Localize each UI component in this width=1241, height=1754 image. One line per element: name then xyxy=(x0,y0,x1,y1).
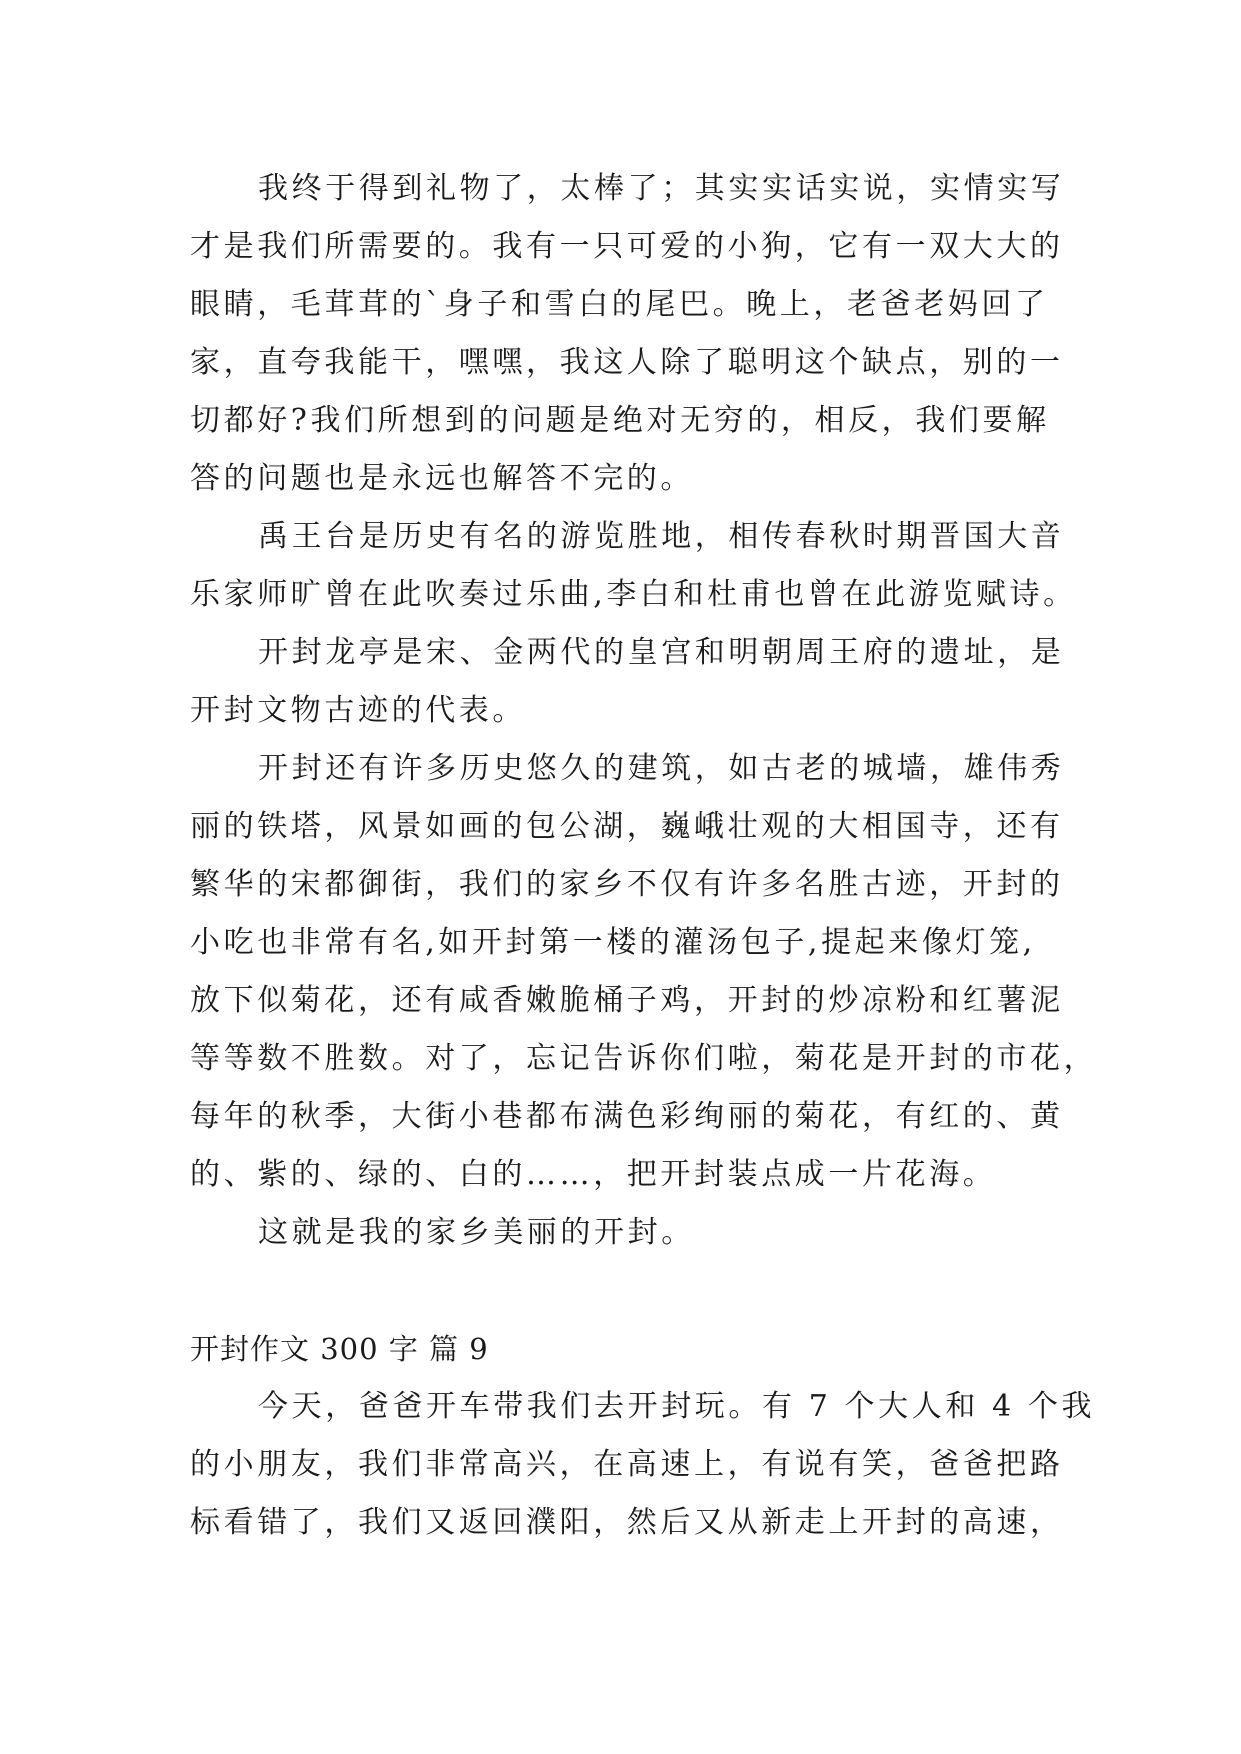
paragraph-line: 答的问题也是永远也解答不完的。 xyxy=(190,461,694,496)
paragraph-line: 禹王台是历史有名的游览胜地，相传春秋时期晋国大音 xyxy=(258,519,1065,554)
paragraph-line: 繁华的宋都御街，我们的家乡不仅有许多名胜古迹，开封的 xyxy=(190,867,1064,902)
paragraph-line: 才是我们所需要的。我有一只可爱的小狗，它有一双大大的 xyxy=(190,229,1064,264)
paragraph-line: 放下似菊花，还有咸香嫩脆桶子鸡，开封的炒凉粉和红薯泥 xyxy=(190,983,1064,1018)
paragraph-line: 开封还有许多历史悠久的建筑，如古老的城墙，雄伟秀 xyxy=(258,751,1065,786)
paragraph-line: 开封文物古迹的代表。 xyxy=(190,693,526,728)
paragraph-line: 乐家师旷曾在此吹奏过乐曲,李白和杜甫也曾在此游览赋诗。 xyxy=(190,577,1077,612)
paragraph-line: 标看错了，我们又返回濮阳，然后又从新走上开封的高速， xyxy=(190,1505,1064,1540)
paragraph-line: 眼睛，毛茸茸的`身子和雪白的尾巴。晚上，老爸老妈回了 xyxy=(190,287,1049,322)
paragraph-line: 家，直夸我能干，嘿嘿，我这人除了聪明这个缺点，别的一 xyxy=(190,345,1064,380)
paragraph-line: 我终于得到礼物了，太棒了；其实实话实说，实情实写 xyxy=(258,171,1065,206)
paragraph-line: 的、紫的、绿的、白的……，把开封装点成一片花海。 xyxy=(190,1157,997,1192)
paragraph-line: 每年的秋季，大街小巷都布满色彩绚丽的菊花，有红的、黄 xyxy=(190,1099,1064,1134)
paragraph-line: 丽的铁塔，风景如画的包公湖，巍峨壮观的大相国寺，还有 xyxy=(190,809,1064,844)
paragraph-line: 的小朋友，我们非常高兴，在高速上，有说有笑，爸爸把路 xyxy=(190,1447,1064,1482)
paragraph-line: 开封龙亭是宋、金两代的皇宫和明朝周王府的遗址，是 xyxy=(258,635,1065,670)
document-page xyxy=(190,160,1098,1552)
paragraph-line: 今天，爸爸开车带我们去开封玩。有 7 个大人和 4 个我 xyxy=(258,1389,1096,1424)
paragraph-line: 切都好?我们所想到的问题是绝对无穷的，相反，我们要解 xyxy=(190,403,1050,438)
paragraph-line: 等等数不胜数。对了，忘记告诉你们啦，菊花是开封的市花， xyxy=(190,1041,1098,1076)
paragraph-line: 这就是我的家乡美丽的开封。 xyxy=(258,1215,695,1250)
section-gap xyxy=(190,1262,1050,1320)
paragraph-line: 小吃也非常有名,如开封第一楼的灌汤包子,提起来像灯笼, xyxy=(190,925,1036,960)
section-heading: 开封作文 300 字 篇 9 xyxy=(190,1332,489,1366)
